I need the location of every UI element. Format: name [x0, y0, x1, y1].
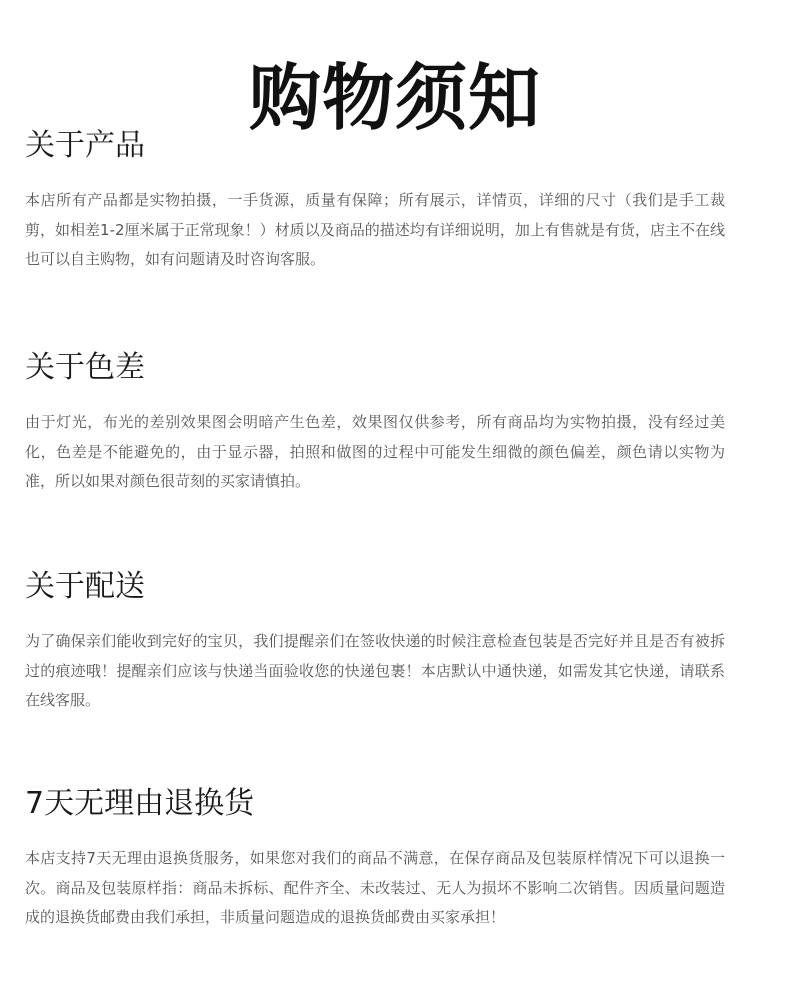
section-about-products [25, 126, 725, 275]
section-heading: 关于配送 [25, 569, 145, 604]
section-heading: 关于产品 [25, 128, 145, 163]
section-heading: 关于色差 [25, 350, 145, 385]
section-7-day-returns [25, 784, 725, 933]
section-about-delivery [25, 567, 725, 716]
section-body: 为了确保亲们能收到完好的宝贝，我们提醒亲们在签收快递的时候注意检查包装是否完好并且是否有被拆过的痕迹哦！提醒亲们应该与快递当面验收您的快递包裹！本店默认中通快递，如需发其它快递，请联系在线客服。 [25, 632, 725, 709]
section-body: 由于灯光，布光的差别效果图会明暗产生色差，效果图仅供参考，所有商品均为实物拍摄，没有经过美化，色差是不能避免的，由于显示器，拍照和做图的过程中可能发生细微的颜色偏差，颜色请以实物为准，所以如果对颜色很苛刻的买家请慎拍。 [25, 413, 725, 490]
section-about-color-difference [25, 348, 725, 497]
section-heading: 7天无理由退换货 [25, 786, 255, 821]
page-title: 购物须知 [248, 56, 541, 141]
section-body: 本店支持7天无理由退换货服务，如果您对我们的商品不满意，在保存商品及包装原样情况下可以退换一次。商品及包装原样指：商品未拆标、配件齐全、未改装过、无人为损坏不影响二次销售。因质量问题造成的退换货邮费由我们承担，非质量问题造成的退换货邮费由买家承担！ [25, 849, 725, 926]
section-body: 本店所有产品都是实物拍摄，一手货源，质量有保障；所有展示，详情页，详细的尺寸（我们是手工裁剪，如相差1-2厘米属于正常现象！）材质以及商品的描述均有详细说明，加上有售就是有货，店主不在线也可以自主购物，如有问题请及时咨询客服。 [25, 191, 725, 268]
